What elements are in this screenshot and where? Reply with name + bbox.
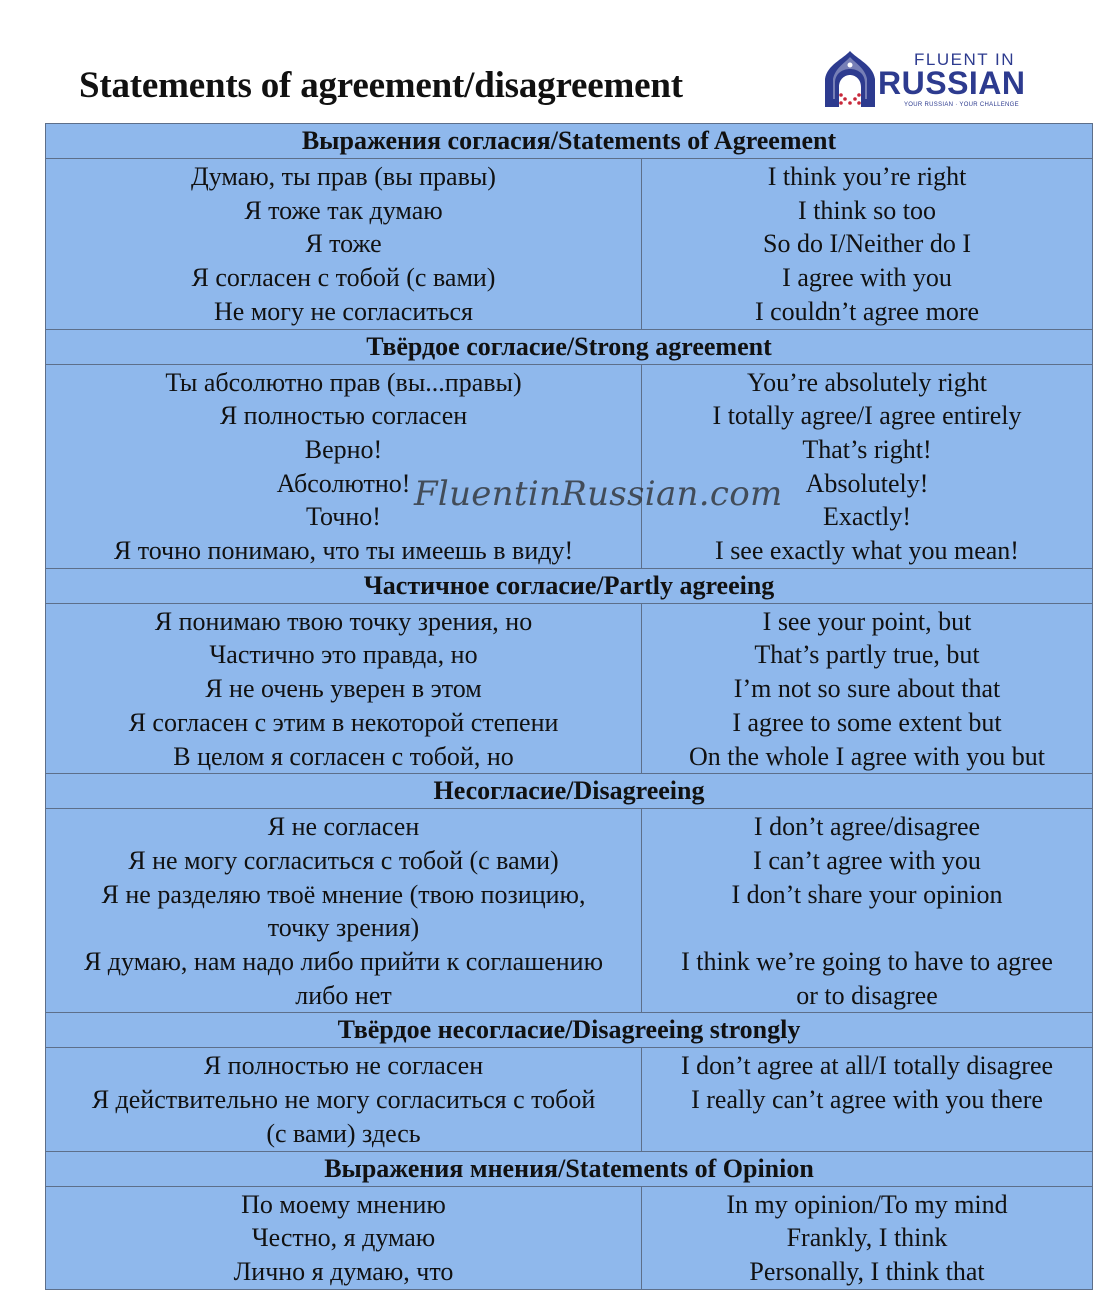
russian-phrase: Я действительно не могу согласиться с тобой — [91, 1085, 596, 1115]
logo-tagline: YOUR RUSSIAN · YOUR CHALLENGE — [904, 102, 1019, 108]
english-phrase: I don’t agree at all/I totally disagree — [680, 1051, 1054, 1081]
russian-phrase: Думаю, ты прав (вы правы) — [191, 162, 496, 191]
russian-phrases-cell — [46, 159, 642, 330]
section-header: Твёрдое согласие/Strong agreement — [46, 329, 1093, 364]
english-phrase: I totally agree/I agree entirely — [712, 401, 1022, 431]
english-phrases-cell — [642, 364, 1093, 568]
section-header: Выражения согласия/Statements of Agreement — [46, 124, 1093, 159]
english-phrase: Frankly, I think — [786, 1223, 948, 1253]
english-phrase: Absolutely! — [805, 468, 929, 498]
russian-phrase: Я не очень уверен в этом — [205, 674, 482, 704]
section-body-row — [46, 1186, 1093, 1289]
english-phrase: Personally, I think that — [749, 1256, 985, 1286]
section-header-row — [46, 568, 1093, 603]
english-phrase: I don’t share your opinion — [731, 879, 1003, 909]
russian-phrases-cell — [46, 1186, 642, 1289]
russian-phrase: Частично это правда, но — [209, 640, 478, 670]
russian-phrases-cell — [46, 1048, 642, 1151]
english-phrase: I see your point, but — [762, 606, 972, 636]
section-header: Частичное согласие/Partly agreeing — [46, 568, 1093, 603]
russian-phrase: Я не могу согласиться с тобой (с вами) — [128, 845, 559, 875]
english-phrase: I can’t agree with you — [753, 845, 981, 875]
section-header: Выражения мнения/Statements of Opinion — [46, 1151, 1093, 1186]
english-phrase: On the whole I agree with you but — [689, 741, 1045, 771]
russian-phrase: По моему мнению — [241, 1189, 446, 1219]
section-header-row — [46, 124, 1093, 159]
russian-phrase: Не могу не согласиться — [214, 296, 473, 326]
onion-dome-icon — [821, 49, 879, 109]
english-phrase: In my opinion/To my mind — [726, 1189, 1008, 1219]
english-phrase: I couldn’t agree more — [754, 296, 980, 326]
russian-phrases-cell — [46, 364, 642, 568]
english-phrase: I really can’t agree with you there — [691, 1085, 1043, 1115]
english-phrase: I’m not so sure about that — [733, 674, 1001, 704]
table-body — [46, 124, 1093, 1290]
english-phrases-cell — [642, 809, 1093, 1013]
russian-phrase: Я не разделяю твоё мнение (твою позицию, — [101, 879, 586, 909]
russian-phrase: Я не согласен — [267, 812, 420, 842]
english-phrase: I don’t agree/disagree — [753, 812, 981, 842]
english-phrases-cell — [642, 1186, 1093, 1289]
english-phrases-cell — [642, 1048, 1093, 1151]
section-header: Несогласие/Disagreeing — [46, 774, 1093, 809]
phrase-table — [45, 123, 1093, 1290]
russian-phrases-cell — [46, 809, 642, 1013]
russian-phrase: В целом я согласен с тобой, но — [173, 741, 514, 771]
russian-phrase: Честно, я думаю — [251, 1223, 436, 1253]
russian-phrase: Я точно понимаю, что ты имеешь в виду! — [113, 536, 574, 566]
section-header-row — [46, 774, 1093, 809]
russian-phrase: Я думаю, нам надо либо прийти к соглашению — [83, 947, 604, 977]
page-title: Statements of agreement/disagreement — [79, 65, 683, 106]
section-header-row — [46, 1013, 1093, 1048]
russian-phrase: Я согласен с этим в некоторой степени — [128, 707, 559, 737]
logo-line-2: RUSSIAN — [878, 65, 1026, 101]
russian-phrase: Я полностью не согласен — [203, 1051, 484, 1081]
english-phrase: I think we’re going to have to agree — [681, 947, 1053, 977]
english-phrase: So do I/Neither do I — [763, 229, 971, 259]
english-phrase: I see exactly what you mean! — [715, 536, 1019, 566]
english-phrase: That’s right! — [802, 434, 932, 464]
section-body-row — [46, 364, 1093, 568]
english-phrases-cell — [642, 603, 1093, 774]
russian-phrase: точку зрения) — [267, 913, 420, 943]
section-header: Твёрдое несогласие/Disagreeing strongly — [46, 1013, 1093, 1048]
english-phrases-cell — [642, 159, 1093, 330]
english-phrase: I agree with you — [782, 263, 952, 293]
english-phrase: I agree to some extent but — [732, 707, 1002, 737]
watermark: FluentinRussian.com — [414, 474, 783, 514]
english-phrase: I think you’re right — [767, 162, 967, 191]
english-phrase: You’re absolutely right — [747, 367, 988, 397]
section-body-row — [46, 809, 1093, 1013]
section-body-row — [46, 1048, 1093, 1151]
english-phrase — [642, 1117, 1092, 1151]
russian-phrase: (с вами) здесь — [266, 1118, 421, 1148]
english-phrase: I think so too — [798, 195, 936, 225]
russian-phrase: Точно! — [306, 502, 381, 532]
fluent-in-russian-logo — [818, 46, 1033, 112]
english-phrase: That’s partly true, but — [754, 640, 980, 670]
russian-phrase: Я тоже так думаю — [244, 195, 443, 225]
russian-phrase: либо нет — [295, 980, 392, 1010]
russian-phrase: Я тоже — [305, 229, 382, 259]
russian-phrase: Я согласен с тобой (с вами) — [191, 263, 496, 293]
section-body-row — [46, 159, 1093, 330]
english-phrase: Exactly! — [822, 502, 912, 532]
russian-phrase: Абсолютно! — [276, 468, 411, 498]
section-header-row — [46, 1151, 1093, 1186]
russian-phrases-cell — [46, 603, 642, 774]
russian-phrase: Ты абсолютно прав (вы...правы) — [165, 367, 522, 397]
english-phrase — [642, 911, 1092, 945]
russian-phrase: Лично я думаю, что — [233, 1256, 454, 1286]
russian-phrase: Я полностью согласен — [219, 401, 468, 431]
section-header-row — [46, 329, 1093, 364]
english-phrase: or to disagree — [796, 980, 938, 1010]
russian-phrase: Я понимаю твою точку зрения, но — [154, 606, 533, 636]
russian-phrase: Верно! — [304, 434, 383, 464]
logo-line-1: FLUENT IN — [914, 50, 1016, 69]
section-body-row — [46, 603, 1093, 774]
